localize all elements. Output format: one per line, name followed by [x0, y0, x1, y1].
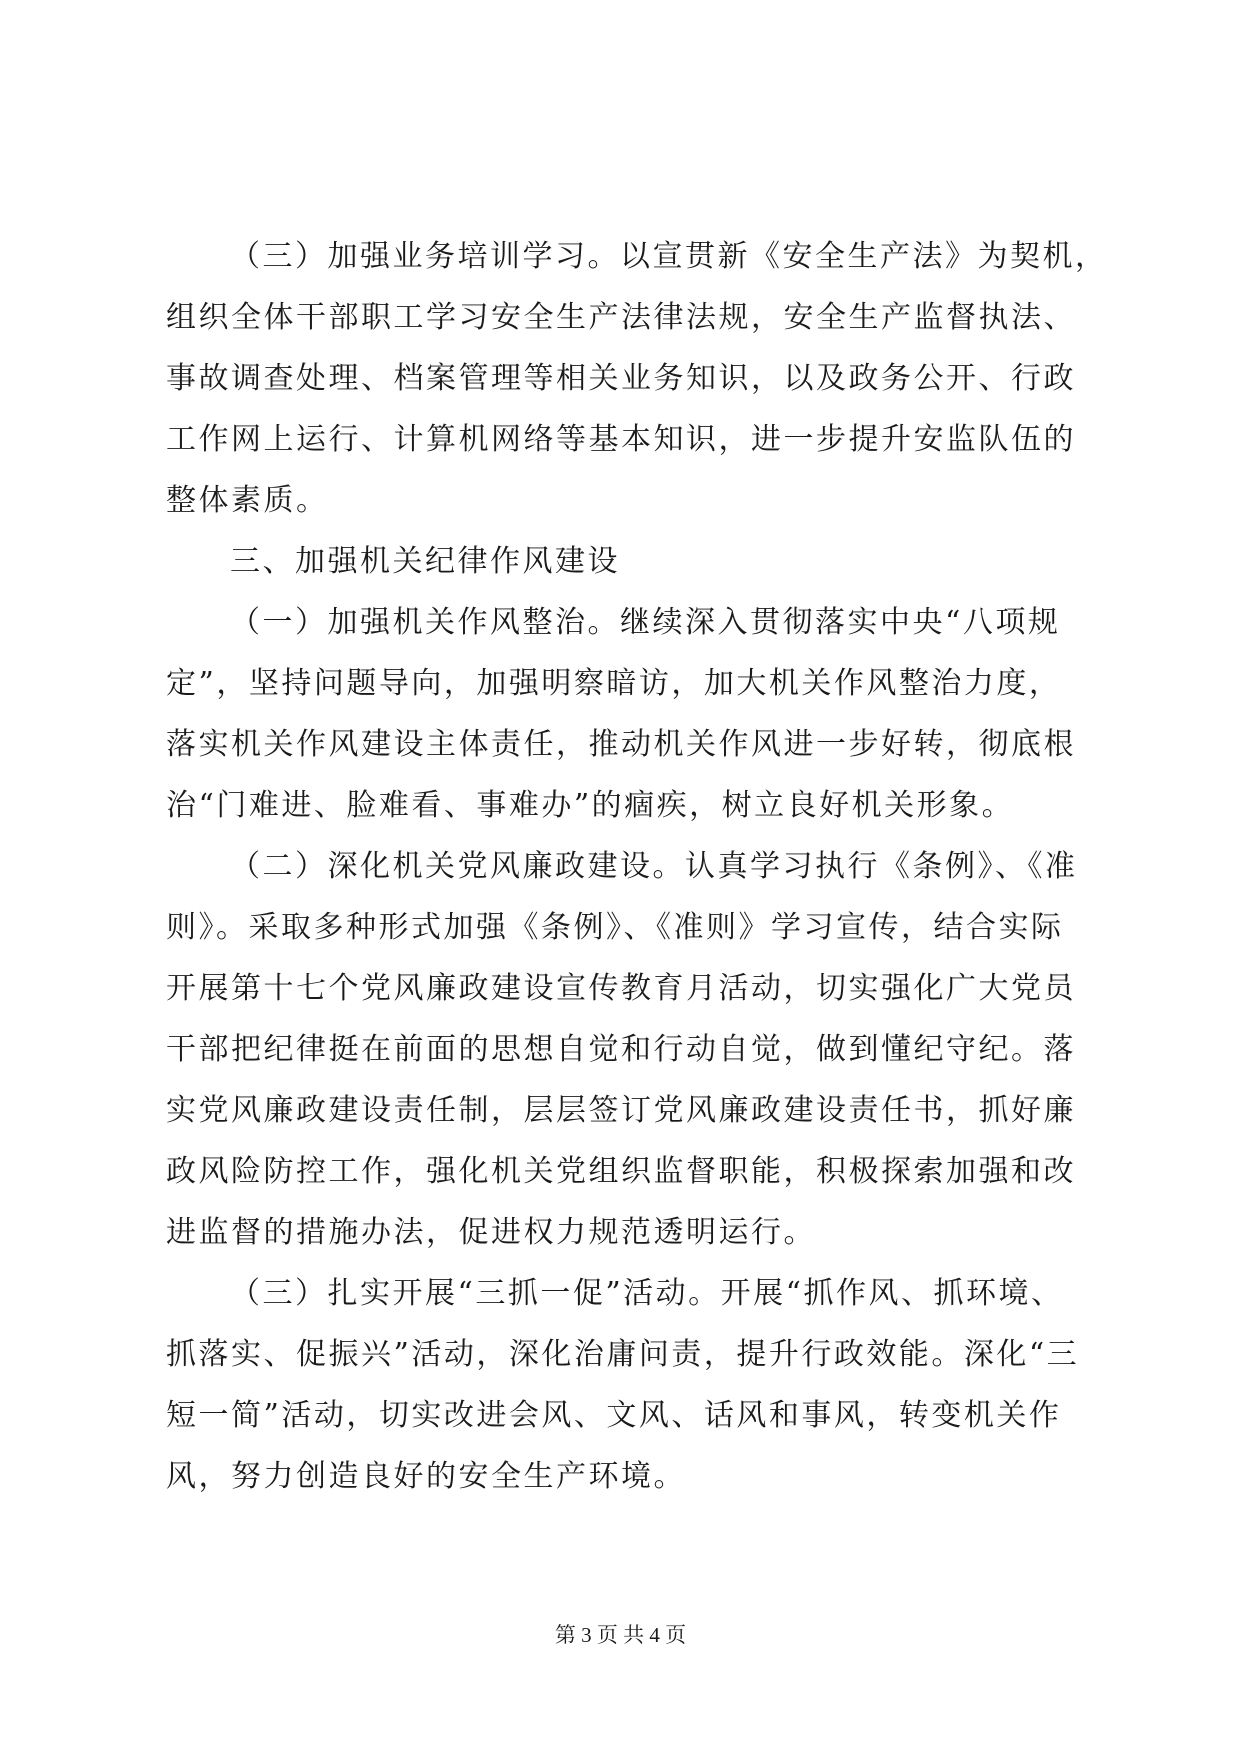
- paragraph-line: 进监督的措施办法，促进权力规范透明运行。: [166, 1215, 816, 1250]
- paragraph-line: 干部把纪律挺在前面的思想自觉和行动自觉，做到懂纪守纪。落: [166, 1032, 1076, 1067]
- paragraph-line: 开展第十七个党风廉政建设宣传教育月活动，切实强化广大党员: [166, 971, 1076, 1006]
- paragraph-line: （一）加强机关作风整治。继续深入贯彻落实中央“八项规: [230, 605, 1061, 640]
- paragraph-line: 抓落实、促振兴”活动，深化治庸问责，提升行政效能。深化“三: [166, 1337, 1080, 1372]
- page-number-footer: 第 3 页 共 4 页: [554, 1623, 687, 1647]
- paragraph-line: 组织全体干部职工学习安全生产法律法规，安全生产监督执法、: [166, 300, 1076, 335]
- section-heading: 三、加强机关纪律作风建设: [230, 544, 620, 579]
- paragraph-line: 定”，坚持问题导向，加强明察暗访，加大机关作风整治力度，: [166, 666, 1062, 701]
- document-body: [166, 226, 1108, 1507]
- paragraph-line: 事故调查处理、档案管理等相关业务知识，以及政务公开、行政: [166, 361, 1076, 396]
- paragraph-line: 则》。采取多种形式加强《条例》、《准则》学习宣传，结合实际: [166, 910, 1064, 945]
- paragraph-line: 风，努力创造良好的安全生产环境。: [166, 1459, 686, 1494]
- paragraph-line: 整体素质。: [166, 483, 329, 518]
- paragraph-line: （三）加强业务培训学习。以宣贯新《安全生产法》为契机，: [230, 239, 1108, 274]
- paragraph-line: 工作网上运行、计算机网络等基本知识，进一步提升安监队伍的: [166, 422, 1076, 457]
- paragraph-line: 实党风廉政建设责任制，层层签订党风廉政建设责任书，抓好廉: [166, 1093, 1076, 1128]
- paragraph-line: 政风险防控工作，强化机关党组织监督职能，积极探索加强和改: [166, 1154, 1076, 1189]
- paragraph-line: （三）扎实开展“三抓一促”活动。开展“抓作风、抓环境、: [230, 1276, 1064, 1311]
- paragraph-line: 治“门难进、脸难看、事难办”的痼疾，树立良好机关形象。: [166, 788, 1015, 823]
- paragraph-line: 落实机关作风建设主体责任，推动机关作风进一步好转，彻底根: [166, 727, 1076, 762]
- paragraph-line: 短一简”活动，切实改进会风、文风、话风和事风，转变机关作: [166, 1398, 1062, 1433]
- paragraph-line: （二）深化机关党风廉政建设。认真学习执行《条例》、《准: [230, 849, 1078, 884]
